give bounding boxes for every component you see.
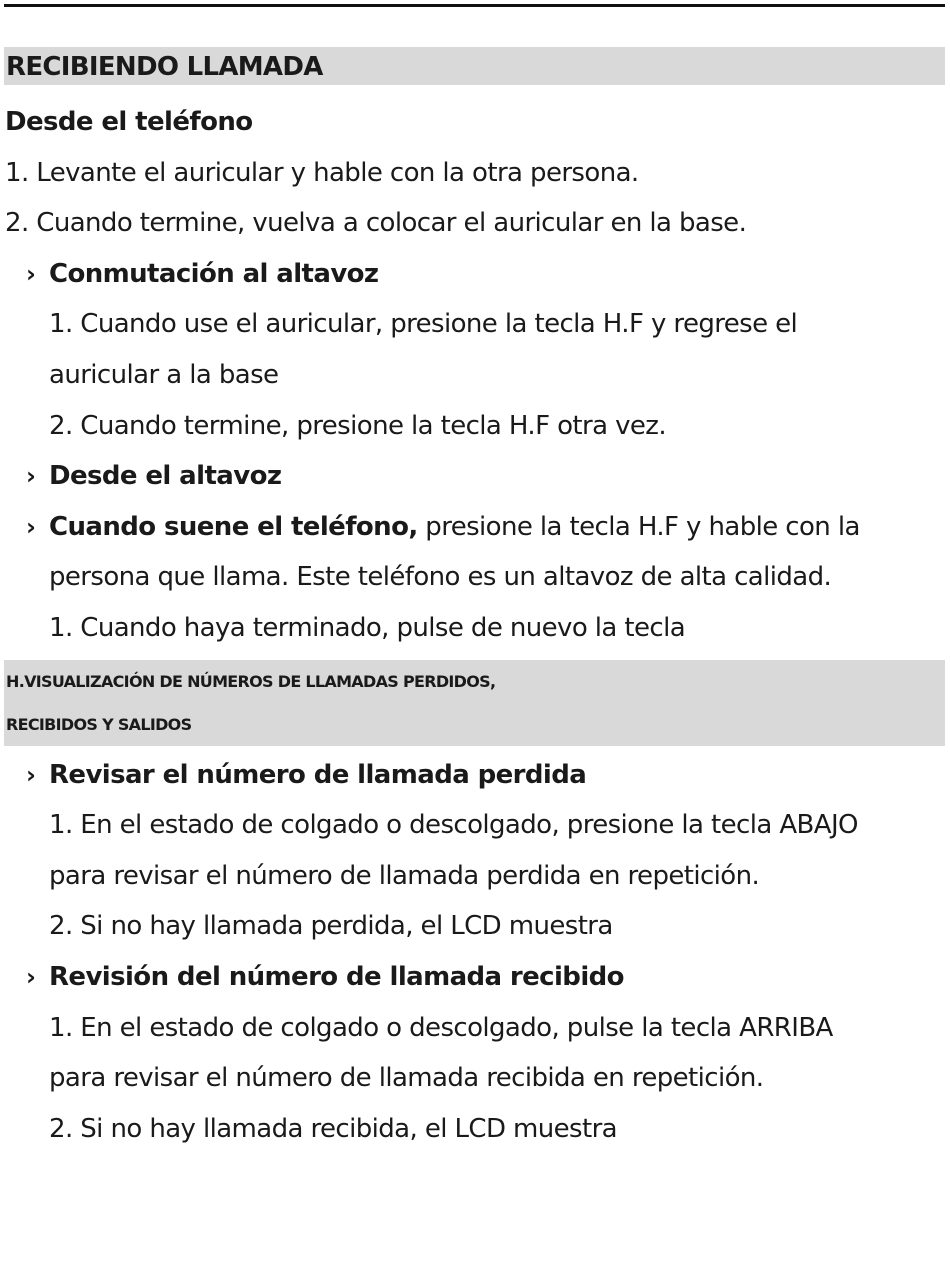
- bullet-chevron-icon: ›: [26, 512, 36, 541]
- bullet-item-desde-el-altavoz: [0, 451, 950, 502]
- bullet-title: Revisión del número de llamada recibido: [49, 961, 624, 992]
- step-line: 1. Levante el auricular y hable con la otra persona.: [5, 157, 639, 188]
- item-line: 1. En el estado de colgado o descolgado, presione la tecla ABAJO: [49, 810, 858, 841]
- item-line: 1. Cuando haya terminado, pulse de nuevo la tecla: [49, 612, 686, 643]
- item-line: 1. Cuando use el auricular, presione la tecla H.F y regrese el: [49, 309, 798, 340]
- bullet-item-conmutacion: [0, 249, 950, 300]
- bullet-chevron-icon: ›: [26, 760, 36, 789]
- section-heading-recibiendo-llamada: RECIBIENDO LLAMADA: [4, 47, 945, 85]
- item-line: para revisar el número de llamada recibida en repetición.: [49, 1063, 764, 1094]
- bullet-item-cuando-suene: [0, 502, 950, 553]
- bullet-inline-text: presione la tecla H.F y hable con la: [417, 511, 860, 542]
- section-heading-line: RECIBIDOS Y SALIDOS: [6, 714, 192, 734]
- bullet-item-revisar-perdida: [0, 750, 950, 801]
- top-rule: [4, 4, 945, 7]
- subheading-desde-el-telefono: Desde el teléfono: [5, 107, 253, 137]
- item-line: auricular a la base: [49, 359, 279, 390]
- bullet-title: Revisar el número de llamada perdida: [49, 759, 587, 790]
- section-heading-visualizacion: [4, 660, 945, 746]
- item-line: 2. Cuando termine, presione la tecla H.F otra vez.: [49, 410, 666, 441]
- step-line: 2. Cuando termine, vuelva a colocar el auricular en la base.: [5, 208, 747, 239]
- document-body: [0, 47, 950, 1154]
- bullet-item-revision-recibido: [0, 952, 950, 1003]
- item-line: persona que llama. Este teléfono es un altavoz de alta calidad.: [49, 562, 832, 593]
- bullet-chevron-icon: ›: [26, 962, 36, 991]
- bullet-chevron-icon: ›: [26, 462, 36, 491]
- bullet-chevron-icon: ›: [26, 259, 36, 288]
- bullet-title: Conmutación al altavoz: [49, 258, 379, 289]
- bullet-title: Cuando suene el teléfono,: [49, 511, 418, 542]
- item-line: para revisar el número de llamada perdida en repetición.: [49, 860, 760, 891]
- item-line: 1. En el estado de colgado o descolgado, pulse la tecla ARRIBA: [49, 1012, 833, 1043]
- item-line: 2. Si no hay llamada perdida, el LCD muestra: [49, 911, 613, 942]
- item-line: 2. Si no hay llamada recibida, el LCD muestra: [49, 1113, 618, 1144]
- section-heading-line: H.VISUALIZACIÓN DE NÚMEROS DE LLAMADAS PERDIDOS,: [6, 671, 496, 691]
- bullet-title: Desde el altavoz: [49, 461, 282, 492]
